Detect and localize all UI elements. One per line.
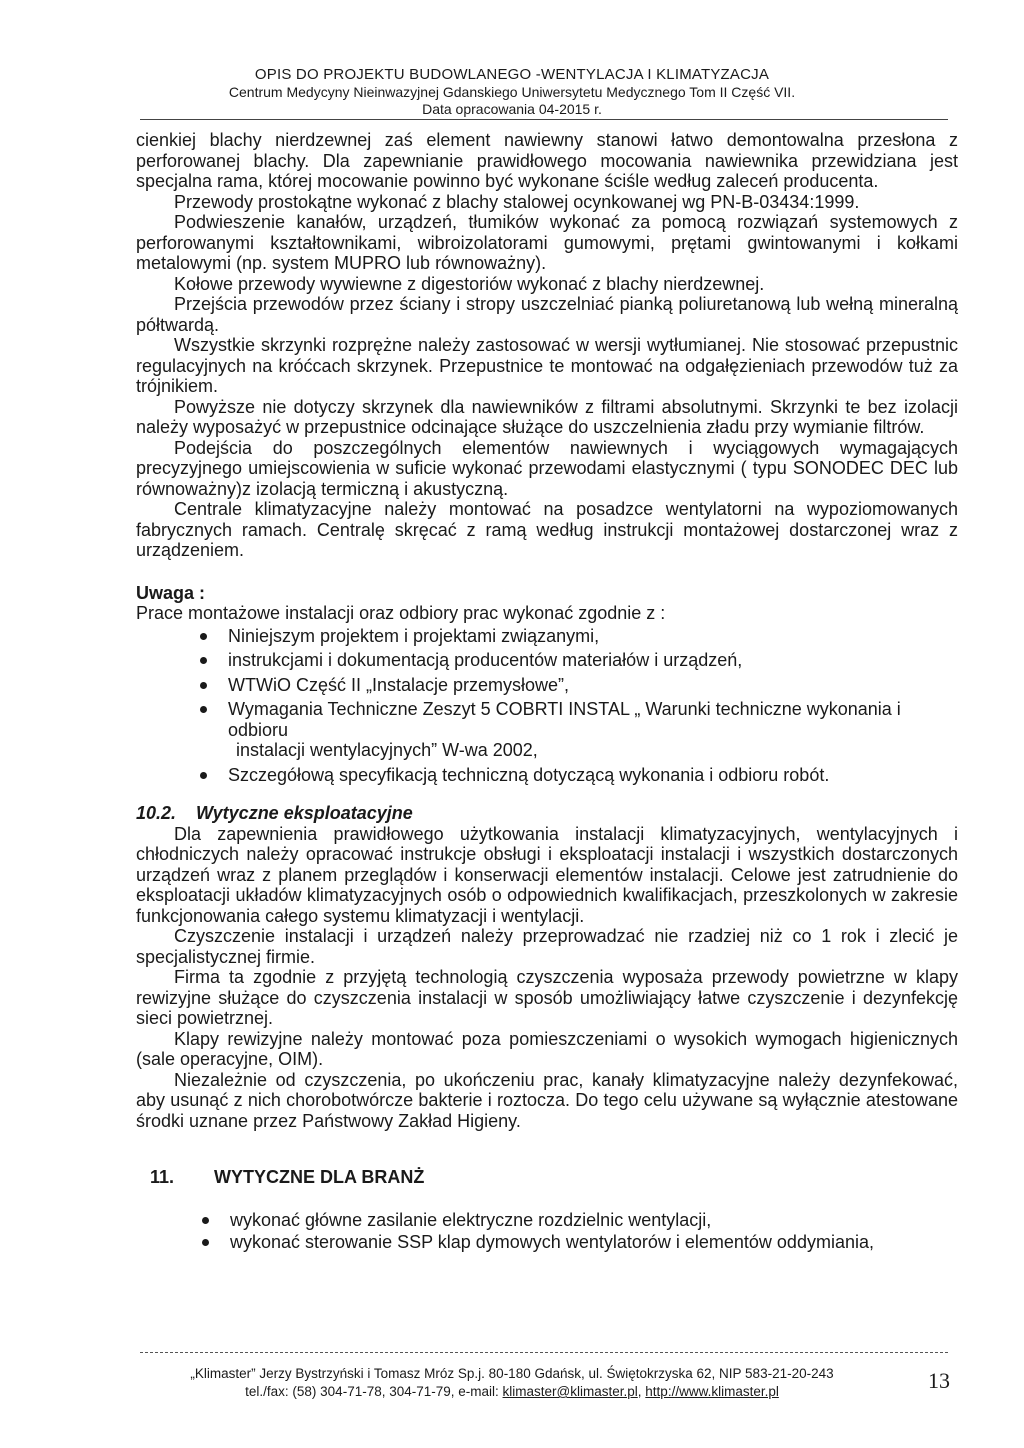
bullet-icon	[202, 1217, 209, 1224]
list-item	[136, 1210, 958, 1231]
header-divider	[140, 119, 948, 120]
header-subtitle: Centrum Medycyny Nieinwazyjnej Gdanskiego Uniwersytetu Medycznego Tom II Część VII.	[228, 84, 796, 100]
footer-contact: tel./fax: (58) 304-71-78, 304-71-79, e-mail: klimaster@klimaster.pl, http://www.klimaster.pl	[245, 1384, 779, 1399]
note-heading: Uwaga :	[136, 582, 206, 603]
list-item	[136, 626, 958, 647]
list-item-text: wykonać sterowanie SSP klap dymowych wentylatorów i elementów oddymiania,	[230, 1232, 874, 1252]
page-body	[136, 130, 958, 1255]
paragraph: cienkiej blachy nierdzewnej zaś element nawiewny stanowi łatwo demontowalna przesłona z perforowanej blachy. Dla zapewnianie prawidłowego mocowania nawiewnika przewidziana jest specjalna rama, której mocowanie powinno być wykonane ściśle według zaleceń producenta.	[136, 130, 958, 191]
list-item-text: WTWiO Część II „Instalacje przemysłowe”,	[228, 674, 570, 695]
website-link[interactable]: http://www.klimaster.pl	[645, 1384, 779, 1399]
paragraph: Wszystkie skrzynki rozprężne należy zastosować w wersji wytłumianej. Nie stosować przepustnic regulacyjnych na króćcach skrzynek. Przepustnice te montować na odgałęzieniach przewodów tuż za trójnikiem.	[136, 335, 958, 396]
paragraph: Centrale klimatyzacyjne należy montować na posadzce wentylatorni na wypoziomowanych fabrycznych ramach. Centralę skręcać z ramą według instrukcji montażowej dostarczonej wraz z urządzeniem.	[136, 499, 958, 560]
list-item-continuation: instalacji wentylacyjnych” W-wa 2002,	[236, 740, 538, 760]
email-link[interactable]: klimaster@klimaster.pl	[502, 1384, 638, 1399]
chapter-title: WYTYCZNE DLA BRANŻ	[214, 1167, 425, 1187]
paragraph: Dla zapewnienia prawidłowego użytkowania instalacji klimatyzacyjnych, wentylacyjnych i chłodniczych należy opracować instrukcje obsługi i eksploatacji instalacji i wszystkich dostarczonych urządzeń wraz z planem przeglądów i konserwacji elementów instalacji. Celowe jest zatrudnienie do eksploatacji układów klimatyzacyjnych osób o odpowiednich kwalifikacjach, przeszkolonych w zakresie funkcjonowania całego systemu klimatyzacji i wentylacji.	[136, 823, 958, 926]
bullet-icon	[200, 657, 207, 664]
bullet-icon	[200, 682, 207, 689]
footer-divider	[140, 1352, 948, 1353]
section-title: Wytyczne eksploatacyjne	[196, 803, 413, 823]
bullet-icon	[202, 1239, 209, 1246]
list-item	[136, 699, 958, 761]
section-number: 10.2.	[136, 803, 177, 823]
list-item	[136, 650, 958, 671]
list-item-text: instrukcjami i dokumentacją producentów materiałów i urządzeń,	[228, 650, 743, 670]
list-item-text: Wymagania Techniczne Zeszyt 5 COBRTI INSTAL „ Warunki techniczne wykonania i odbioru	[228, 699, 901, 740]
chapter-heading	[136, 1167, 958, 1188]
note-list	[136, 626, 958, 786]
list-item	[136, 765, 958, 786]
page-number: 13	[928, 1368, 950, 1393]
paragraph: Kołowe przewody wywiewne z digestoriów wykonać z blachy nierdzewnej.	[174, 273, 765, 294]
list-item-text: Niniejszym projektem i projektami związanymi,	[228, 625, 600, 646]
paragraph: Powyższe nie dotyczy skrzynek dla nawiewników z filtrami absolutnymi. Skrzynki te bez izolacji należy wyposażyć w przepustnice odcinające służące do uszczelnienia zładu przy wymianie filtrów.	[136, 396, 958, 437]
footer-phone: tel./fax: (58) 304-71-78, 304-71-79, e-mail:	[245, 1384, 499, 1399]
list-item	[136, 1232, 958, 1253]
bullet-icon	[200, 706, 207, 713]
paragraph: Przejścia przewodów przez ściany i stropy uszczelniać pianką poliuretanową lub wełną mineralną półtwardą.	[136, 294, 958, 335]
paragraph: Czyszczenie instalacji i urządzeń należy przeprowadzać nie rzadziej niż co 1 rok i zlecić je specjalistycznej firmie.	[136, 926, 958, 967]
note-intro: Prace montażowe instalacji oraz odbiory prac wykonać zgodnie z :	[136, 603, 666, 623]
paragraph: Klapy rewizyjne należy montować poza pomieszczeniami o wysokich wymogach higienicznych (sale operacyjne, OIM).	[136, 1028, 958, 1069]
header-date: Data opracowania 04-2015 r.	[422, 101, 602, 117]
bullet-icon	[200, 772, 207, 779]
paragraph: Przewody prostokątne wykonać z blachy stalowej ocynkowanej wg PN-B-03434:1999.	[174, 191, 860, 212]
chapter-number: 11.	[150, 1167, 175, 1187]
paragraph: Podwieszenie kanałów, urządzeń, tłumików wykonać za pomocą rozwiązań systemowych z perforowanymi kształtownikami, wibroizolatorami gumowymi, prętami gwintowanymi i kołkami metalowymi (np. system MUPRO lub równoważny).	[136, 212, 958, 273]
guidelines-list	[136, 1210, 958, 1253]
footer-company: „Klimaster” Jerzy Bystrzyński i Tomasz Mróz Sp.j. 80-180 Gdańsk, ul. Świętokrzyska 62, NIP 583-21-20-243	[190, 1366, 834, 1381]
list-item	[136, 675, 958, 696]
list-item-text: Szczegółową specyfikacją techniczną dotyczącą wykonania i odbioru robót.	[228, 764, 830, 785]
header-title: OPIS DO PROJEKTU BUDOWLANEGO -WENTYLACJA I KLIMATYZACJA	[254, 66, 770, 83]
bullet-icon	[200, 633, 207, 640]
list-item-text: wykonać główne zasilanie elektryczne rozdzielnic wentylacji,	[230, 1209, 712, 1230]
paragraph: Niezależnie od czyszczenia, po ukończeniu prac, kanały klimatyzacyjne należy dezynfekować, aby usunąć z nich chorobotwórcze bakterie i roztocza. Do tego celu używane są wyłącznie atestowane środki uznane przez Państwowy Zakład Higieny.	[136, 1069, 958, 1131]
paragraph: Firma ta zgodnie z przyjętą technologią czyszczenia wyposaża przewody powietrzne w klapy rewizyjne służące do czyszczenia instalacji w sposób umożliwiający łatwe czyszczenie i dezynfekcję sieci powietrznej.	[136, 967, 958, 1028]
paragraph: Podejścia do poszczególnych elementów nawiewnych i wyciągowych wymagających precyzyjnego umiejscowienia w suficie wykonać przewodami elastycznymi ( typu SONODEC DEC lub równoważny)z izolacją termiczną i akustyczną.	[136, 437, 958, 499]
section-heading	[136, 803, 958, 824]
